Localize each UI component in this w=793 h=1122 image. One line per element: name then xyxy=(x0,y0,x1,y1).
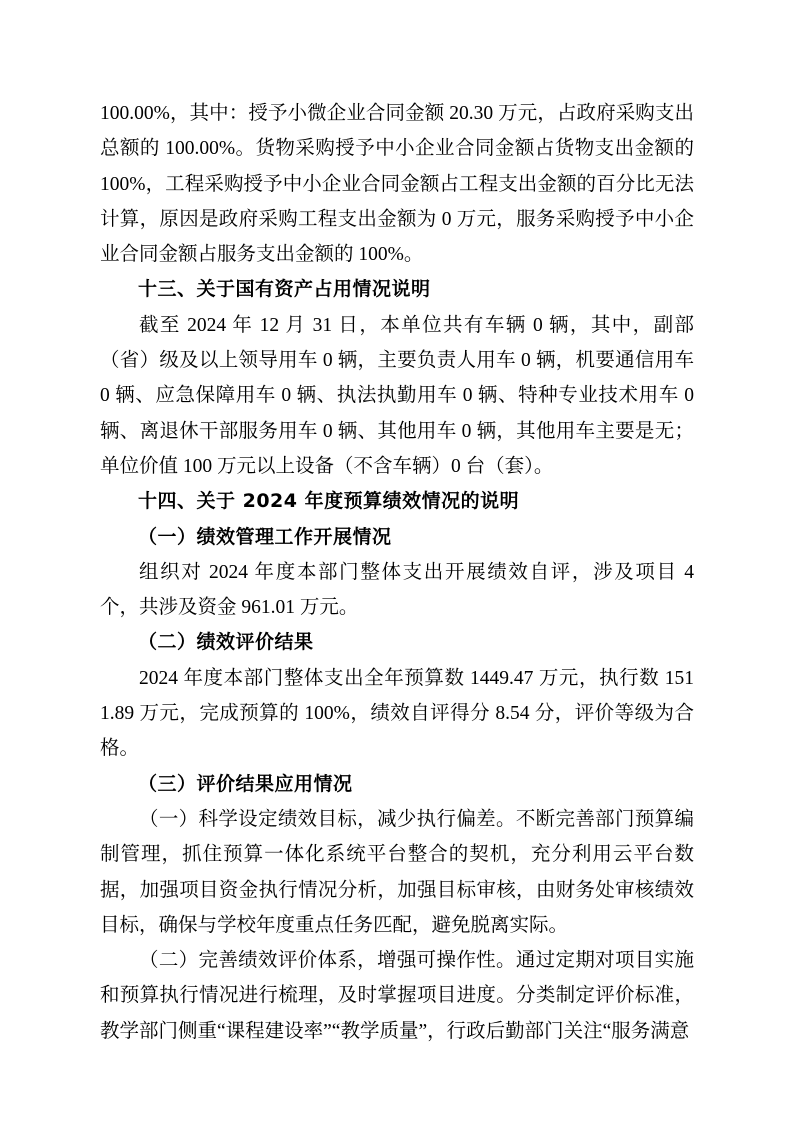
heading-section-13-state-assets: 十三、关于国有资产占用情况说明 xyxy=(138,278,431,301)
paragraph-application-point-1: （一）科学设定绩效目标，减少执行偏差。不断完善部门预算编制管理，抓住预算一体化系统平台整合的契机，充分利用云平台数据，加强项目资金执行情况分析，加强目标审核，由财务处审核绩效目标，确保与学校年度重点任务匹配，避免脱离实际。 xyxy=(100,808,694,936)
paragraph-application-point-2: （二）完善绩效评价体系，增强可操作性。通过定期对项目实施和预算执行情况进行梳理，及时掌握项目进度。分类制定评价标准，教学部门侧重“课程建设率”“教学质量”，行政后勤部门关注“服务满意 xyxy=(100,950,694,1042)
heading-14-2-evaluation-results: （二）绩效评价结果 xyxy=(138,631,314,654)
heading-14-1-performance-management: （一）绩效管理工作开展情况 xyxy=(138,525,392,548)
heading-section-14-budget-performance: 十四、关于 2024 年度预算绩效情况的说明 xyxy=(138,490,520,513)
heading-14-3-results-application: （三）评价结果应用情况 xyxy=(138,772,353,795)
paragraph-budget-execution-results: 2024 年度本部门整体支出全年预算数 1449.47 万元，执行数 1511.89 万元，完成预算的 100%，绩效自评得分 8.54 分，评价等级为合格。 xyxy=(100,667,694,760)
paragraph-procurement-continuation: 100.00%，其中：授予小微企业合同金额 20.30 万元，占政府采购支出总额的 100.00%。货物采购授予中小企业合同金额占货物支出金额的 100%，工程采购授予中小企业合同金额占工程支出金额的百分比无法计算，原因是政府采购工程支出金额为 0 万元，服务采购授予中小企业合同金额占服务支出金额的 100%。 xyxy=(100,103,694,266)
paragraph-vehicles-and-equipment: 截至 2024 年 12 月 31 日，本单位共有车辆 0 辆，其中，副部（省）级及以上领导用车 0 辆，主要负责人用车 0 辆，机要通信用车 0 辆、应急保障用车 0 辆、执法执勤用车 0 辆、特种专业技术用车 0 辆、离退休干部服务用车 0 辆、其他用车 0 辆，其他用车主要是无；单位价值 100 万元以上设备（不含车辆）0 台（套）。 xyxy=(100,314,694,477)
paragraph-self-evaluation-scope: 组织对 2024 年度本部门整体支出开展绩效自评，涉及项目 4 个，共涉及资金 961.01 万元。 xyxy=(100,561,694,619)
